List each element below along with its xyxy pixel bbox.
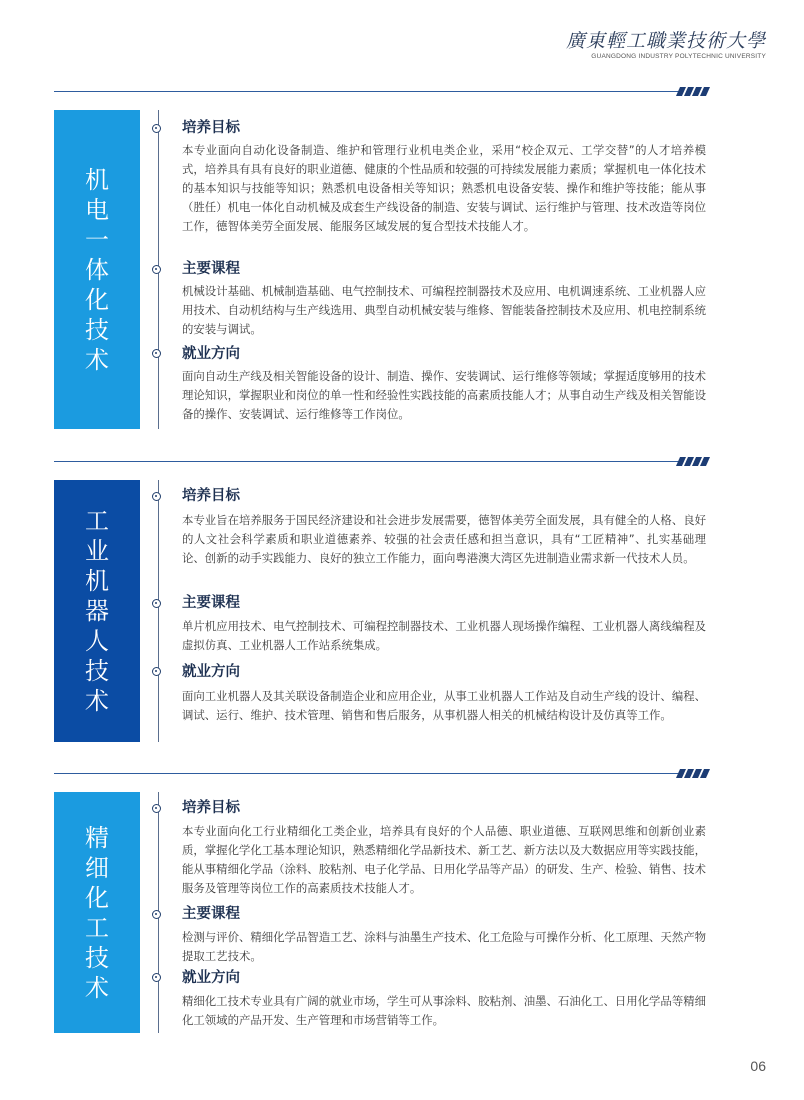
block-text: 单片机应用技术、电气控制技术、可编程控制器技术、工业机器人现场操作编程、工业机器人离线编程及虚拟仿真、工业机器人工作站系统集成。 [182, 619, 706, 652]
block-text: 机械设计基础、机械制造基础、电气控制技术、可编程控制器技术及应用、电机调速系统、工业机器人应用技术、自动机结构与生产线选用、典型自动机械安装与维修、智能装备控制技术及应用、机电控制系统的安装与调试。 [182, 284, 706, 336]
logo-english-name: GUANGDONG INDUSTRY POLYTECHNIC UNIVERSITY [591, 53, 766, 60]
block-heading: 就业方向 [182, 346, 240, 362]
block-heading: 就业方向 [182, 970, 240, 986]
block-heading: 培养目标 [182, 800, 240, 816]
block-heading: 主要课程 [182, 906, 240, 922]
section-title: 精细化工技术 [85, 823, 109, 1002]
block-heading: 就业方向 [182, 664, 240, 680]
divider-slashes-icon [676, 87, 710, 96]
block-text: 本专业面向化工行业精细化工类企业，培养具有良好的个人品德、职业道德、互联网思维和创新创业素质，掌握化学化工基本理论知识，熟悉精细化学品新技术、新工艺、新方法以及大数据应用等实践技能，能从事精细化学品（涂料、胶粘剂、电子化学品、日用化学品等产品）的研发、生产、检验、销售、技术服务及管理等岗位工作的高素质技术技能人才。 [182, 824, 706, 895]
block-text: 精细化工技术专业具有广阔的就业市场，学生可从事涂料、胶粘剂、油墨、石油化工、日用化学品等精细化工领域的产品开发、生产管理和市场营销等工作。 [182, 994, 706, 1027]
divider-slashes-icon [676, 457, 710, 466]
bullet-icon [152, 973, 161, 982]
page-number: 06 [750, 1058, 766, 1074]
block-text: 检测与评价、精细化学品智造工艺、涂料与油墨生产技术、化工危险与可操作分析、化工原理、天然产物提取工艺技术。 [182, 930, 706, 963]
bullet-icon [152, 265, 161, 274]
section-title-box [54, 110, 140, 429]
block-text: 本专业面向自动化设备制造、维护和管理行业机电类企业，采用“校企双元、工学交替”的人才培养模式，培养具有具有良好的职业道德、健康的个性品质和较强的可持续发展能力素质；掌握机电一体化技术的基本知识与技能等知识；熟悉机电设备相关等知识；熟悉机电设备安装、操作和维护等技能；能从事（胜任）机电一体化自动机械及成套生产线设备的制造、安装与调试、运行维护与管理、技术改造等岗位工作，德智体美劳全面发展、能服务区域发展的复合型技术技能人才。 [182, 143, 706, 233]
bullet-icon [152, 910, 161, 919]
divider-slashes-icon [676, 769, 710, 778]
bullet-icon [152, 667, 161, 676]
block-heading: 培养目标 [182, 120, 240, 136]
section-divider [54, 461, 682, 462]
timeline-line [158, 480, 159, 742]
block-heading: 主要课程 [182, 261, 240, 277]
section-title-box [54, 480, 140, 742]
bullet-icon [152, 599, 161, 608]
section-title: 工业机器人技术 [85, 507, 109, 715]
block-text: 本专业旨在培养服务于国民经济建设和社会进步发展需要，德智体美劳全面发展，具有健全的人格、良好的人文社会科学素质和职业道德素养、较强的社会责任感和担当意识，具有“工匠精神”、扎实基础理论、创新的动手实践能力、良好的独立工作能力，面向粤港澳大湾区先进制造业需求新一代技术人员。 [182, 513, 706, 565]
block-heading: 主要课程 [182, 595, 240, 611]
section-divider [54, 773, 682, 774]
logo-chinese-name: 廣東輕工職業技術大學 [566, 30, 767, 52]
section-divider [54, 91, 682, 92]
block-text: 面向自动生产线及相关智能设备的设计、制造、操作、安装调试、运行维修等领域；掌握适度够用的技术理论知识，掌握职业和岗位的单一性和经验性实践技能的高素质技能人才；从事自动生产线及相关智能设备的操作、安装调试、运行维修等工作岗位。 [182, 369, 706, 421]
bullet-icon [152, 349, 161, 358]
section-title: 机电一体化技术 [85, 165, 109, 374]
university-logo [566, 30, 766, 62]
bullet-icon [152, 492, 161, 501]
block-heading: 培养目标 [182, 488, 240, 504]
bullet-icon [152, 124, 161, 133]
section-title-box [54, 792, 140, 1033]
bullet-icon [152, 804, 161, 813]
block-text: 面向工业机器人及其关联设备制造企业和应用企业，从事工业机器人工作站及自动生产线的设计、编程、调试、运行、维护、技术管理、销售和售后服务，从事机器人相关的机械结构设计及仿真等工作。 [182, 689, 706, 722]
